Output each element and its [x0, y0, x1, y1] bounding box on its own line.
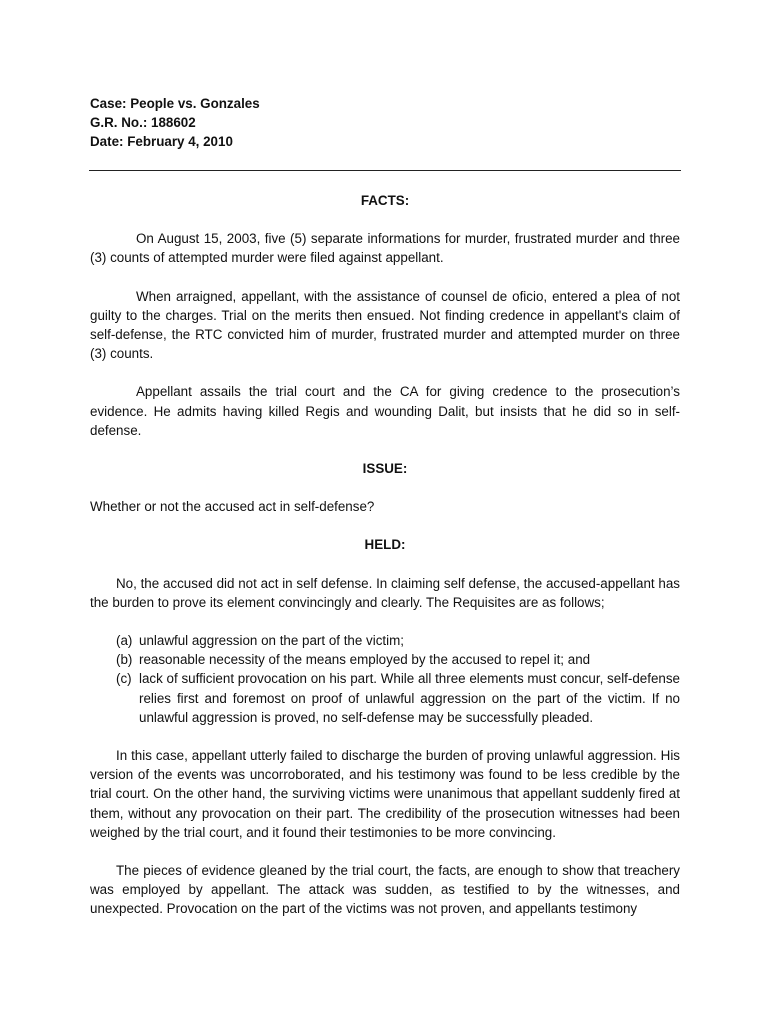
facts-paragraph: On August 15, 2003, five (5) separate informations for murder, frustrated murder and three (3) counts of attempted murder were filed against appellant. — [90, 231, 680, 266]
list-marker: (a) — [116, 633, 133, 649]
held-paragraph: The pieces of evidence gleaned by the trial court, the facts, are enough to show that treachery was employed by appellant. The attack was sudden, as testified to by the witnesses, and unexpected. Provocation on the part of the victims was not proven, and appellants testimony — [90, 863, 680, 917]
digest-body — [90, 191, 680, 938]
list-item — [90, 650, 680, 669]
facts-paragraph: Appellant assails the trial court and the CA for giving credence to the prosecution’s evidence. He admits having killed Regis and wounding Dalit, but insists that he did so in self-defense. — [90, 384, 680, 438]
case-header — [90, 94, 260, 151]
requisites-list — [90, 631, 680, 727]
facts-paragraph: When arraigned, appellant, with the assistance of counsel de oficio, entered a plea of not guilty to the charges. Trial on the merits then ensued. Not finding credence in appellant's claim of self-defense, the RTC convicted him of murder, frustrated murder and attempted murder on three (3) counts. — [90, 288, 680, 362]
list-item-text: unlawful aggression on the part of the victim; — [139, 633, 404, 649]
gr-number: G.R. No.: 188602 — [90, 115, 196, 130]
issue-text: Whether or not the accused act in self-defense? — [90, 499, 375, 515]
facts-heading: FACTS: — [360, 193, 410, 208]
list-item — [90, 631, 680, 650]
list-marker: (b) — [116, 652, 133, 668]
list-item-text: lack of sufficient provocation on his part. While all three elements must concur, self-defense relies first and foremost on proof of unlawful aggression on the part of the victim. If no unlawful aggression is proved, no self-defense may be successfully pleaded. — [139, 671, 680, 725]
list-marker: (c) — [116, 671, 132, 687]
list-item — [90, 669, 680, 727]
header-divider — [89, 170, 681, 171]
case-date: Date: February 4, 2010 — [90, 134, 233, 149]
held-heading: HELD: — [364, 537, 406, 553]
list-item-text: reasonable necessity of the means employed by the accused to repel it; and — [139, 652, 591, 668]
held-intro: No, the accused did not act in self defense. In claiming self defense, the accused-appellant has the burden to prove its element convincingly and clearly. The Requisites are as follows; — [90, 575, 680, 610]
case-title: Case: People vs. Gonzales — [90, 96, 260, 111]
held-paragraph: In this case, appellant utterly failed to discharge the burden of proving unlawful aggression. His version of the events was uncorroborated, and his testimony was found to be less credible by the trial court. On the other hand, the surviving victims were unanimous that appellant suddenly fired at them, without any provocation on their part. The credibility of the prosecution witnesses had been weighed by the trial court, and it found their testimonies to be more convincing. — [90, 748, 680, 840]
issue-heading: ISSUE: — [362, 461, 408, 477]
